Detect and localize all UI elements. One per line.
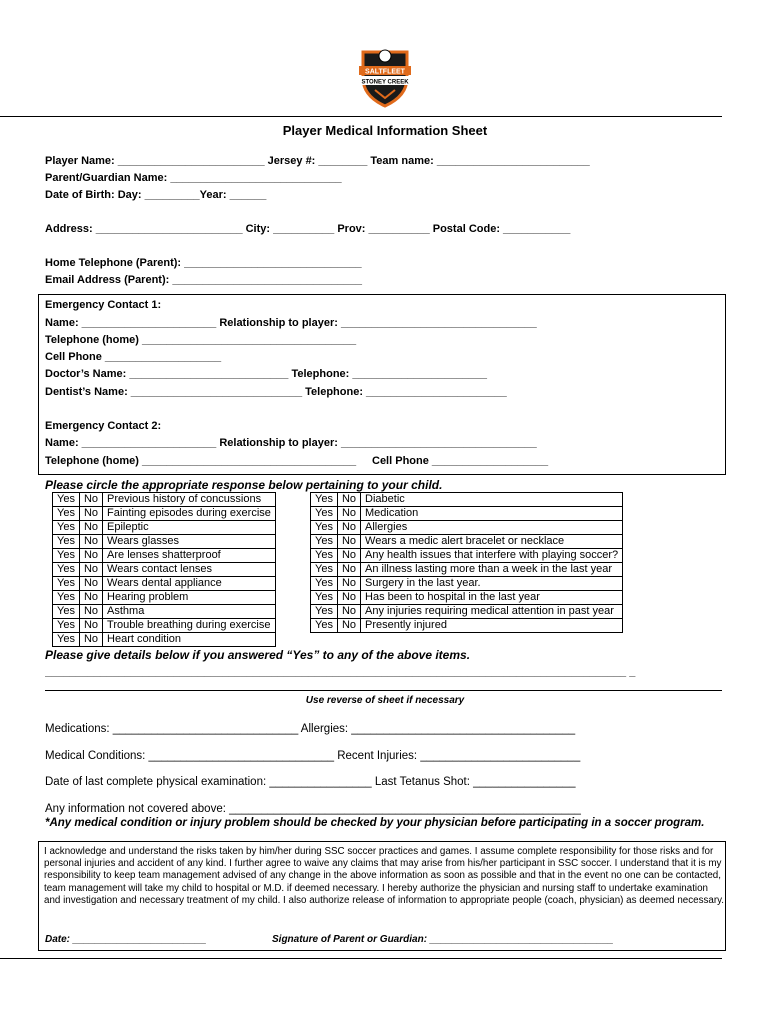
checklist-row (53, 591, 276, 605)
yes-option[interactable]: Yes (53, 619, 80, 633)
no-option[interactable]: No (337, 549, 360, 563)
yes-option[interactable]: Yes (53, 549, 80, 563)
emergency-1-cell-field[interactable]: Cell Phone ___________________ (45, 351, 222, 363)
no-option[interactable]: No (79, 619, 102, 633)
checklist-row (311, 605, 623, 619)
bottom-divider (0, 958, 722, 959)
checklist-row (53, 633, 276, 647)
logo-line2: STONEY CREEK (361, 79, 409, 86)
checklist-row (53, 535, 276, 549)
yes-option[interactable]: Yes (53, 633, 80, 647)
no-option[interactable]: No (337, 605, 360, 619)
yes-option[interactable]: Yes (311, 549, 338, 563)
date-of-birth-field[interactable]: Date of Birth: Day: _________Year: ______ (45, 189, 267, 201)
checklist-item-label: Medication (361, 507, 623, 521)
no-option[interactable]: No (79, 535, 102, 549)
checklist-item-label: Epileptic (103, 521, 276, 535)
no-option[interactable]: No (79, 605, 102, 619)
address-field[interactable]: Address: ________________________ City: __________ Prov: __________ Postal Code: ___________ (45, 223, 571, 235)
checklist-row (53, 577, 276, 591)
checklist-item-label: Wears a medic alert bracelet or necklace (361, 535, 623, 549)
yes-option[interactable]: Yes (53, 507, 80, 521)
no-option[interactable]: No (79, 591, 102, 605)
reverse-note: Use reverse of sheet if necessary (305, 695, 465, 706)
emergency-contact-2-heading: Emergency Contact 2: (45, 420, 162, 432)
checklist-item-label: Surgery in the last year. (361, 577, 623, 591)
checklist-item-label: Are lenses shatterproof (103, 549, 276, 563)
checklist-row (311, 591, 623, 605)
checklist-item-label: An illness lasting more than a week in the last year (361, 563, 623, 577)
yes-option[interactable]: Yes (311, 521, 338, 535)
checklist-row (311, 507, 623, 521)
no-option[interactable]: No (337, 591, 360, 605)
emergency-2-telephone-field[interactable]: Telephone (home) ___________________________________ (45, 455, 357, 467)
checklist-row (53, 619, 276, 633)
checklist-item-label: Any health issues that interfere with playing soccer? (361, 549, 623, 563)
checklist-item-label: Fainting episodes during exercise (103, 507, 276, 521)
page-title: Player Medical Information Sheet (282, 123, 488, 138)
acknowledgement-text: I acknowledge and understand the risks taken by him/her during SSC soccer practices and games. I assume complete responsibility for those risks and for personal injuries and accident of any kind. I further agree to waive any claims that may arise from his/her participant in SSC soccer. I understand that it is my responsibility to keep team management advised of any change in the above information as soon as possible and that in the event no one can be contacted, team management will take my child to hospital or M.D. if deemed necessary. I hereby authorize the physician and nursing staff to undertake examination and investigation and necessary treatment of my child. I also authorize release of information to appropriate people (coach, physician) as deemed necessary. (44, 846, 724, 906)
emergency-1-name-field[interactable]: Name: ______________________ Relationship to player: ________________________________ (45, 317, 537, 329)
dentist-field[interactable]: Dentist’s Name: ____________________________ Telephone: _______________________ (45, 386, 507, 398)
yes-option[interactable]: Yes (53, 521, 80, 535)
no-option[interactable]: No (337, 619, 360, 633)
checklist-row (53, 507, 276, 521)
checklist-item-label: Allergies (361, 521, 623, 535)
checklist-item-label: Presently injured (361, 619, 623, 633)
yes-option[interactable]: Yes (53, 493, 80, 507)
checklist-row (53, 605, 276, 619)
circle-instruction: Please circle the appropriate response below pertaining to your child. (45, 478, 443, 492)
checklist-row (311, 549, 623, 563)
emergency-2-name-field[interactable]: Name: ______________________ Relationship to player: ________________________________ (45, 437, 537, 449)
checklist-row (311, 577, 623, 591)
checklist-row (311, 493, 623, 507)
yes-option[interactable]: Yes (311, 605, 338, 619)
club-logo (353, 44, 417, 108)
medical-conditions-field[interactable]: Medical Conditions: _____________________________ Recent Injuries: _________________________ (45, 750, 581, 762)
checklist-item-label: Hearing problem (103, 591, 276, 605)
parent-signature-field[interactable]: Signature of Parent or Guardian: _________________________________ (272, 934, 614, 945)
yes-option[interactable]: Yes (311, 619, 338, 633)
checklist-item-label: Heart condition (103, 633, 276, 647)
email-field[interactable]: Email Address (Parent): _______________________________ (45, 274, 362, 286)
medications-field[interactable]: Medications: _____________________________ Allergies: ___________________________________ (45, 723, 576, 735)
no-option[interactable]: No (337, 507, 360, 521)
checklist-item-label: Previous history of concussions (103, 493, 276, 507)
no-option[interactable]: No (79, 633, 102, 647)
yes-option[interactable]: Yes (53, 577, 80, 591)
no-option[interactable]: No (337, 521, 360, 535)
checklist-item-label: Wears contact lenses (103, 563, 276, 577)
checklist-row (311, 619, 623, 633)
yes-option[interactable]: Yes (311, 563, 338, 577)
checklist-item-label: Any injuries requiring medical attention in past year (361, 605, 623, 619)
checklist-item-label: Wears dental appliance (103, 577, 276, 591)
checklist-row (53, 521, 276, 535)
physician-warning: *Any medical condition or injury problem should be checked by your physician before participating in a soccer program. (45, 817, 705, 829)
checklist-row (311, 535, 623, 549)
physical-exam-field[interactable]: Date of last complete physical examination: ________________ Last Tetanus Shot: ________________ (45, 776, 576, 788)
yes-option[interactable]: Yes (311, 577, 338, 591)
checklist-row (53, 563, 276, 577)
details-divider (45, 690, 722, 691)
details-line[interactable]: _______________________________________________________________________________________________ _ (45, 666, 636, 678)
other-info-field[interactable]: Any information not covered above: _______________________________________________________ (45, 803, 581, 815)
yes-option[interactable]: Yes (53, 605, 80, 619)
emergency-1-telephone-field[interactable]: Telephone (home) ___________________________________ (45, 334, 357, 346)
yes-option[interactable]: Yes (311, 535, 338, 549)
checklist-item-label: Has been to hospital in the last year (361, 591, 623, 605)
checklist-item-label: Asthma (103, 605, 276, 619)
no-option[interactable]: No (79, 577, 102, 591)
yes-option[interactable]: Yes (311, 493, 338, 507)
home-telephone-field[interactable]: Home Telephone (Parent): _____________________________ (45, 257, 362, 269)
emergency-2-cell-field[interactable]: Cell Phone ___________________ (372, 455, 549, 467)
checklist-right-table (310, 492, 623, 633)
no-option[interactable]: No (79, 521, 102, 535)
no-option[interactable]: No (337, 493, 360, 507)
no-option[interactable]: No (79, 507, 102, 521)
checklist-row (53, 493, 276, 507)
checklist-item-label: Diabetic (361, 493, 623, 507)
yes-option[interactable]: Yes (53, 591, 80, 605)
yes-option[interactable]: Yes (53, 563, 80, 577)
parent-guardian-field[interactable]: Parent/Guardian Name: ____________________________ (45, 172, 342, 184)
doctor-field[interactable]: Doctor’s Name: __________________________ Telephone: ______________________ (45, 368, 487, 380)
emergency-contact-1-heading: Emergency Contact 1: (45, 299, 162, 311)
checklist-item-label: Trouble breathing during exercise (103, 619, 276, 633)
player-info-line[interactable]: Player Name: ________________________ Jersey #: ________ Team name: _________________________ (45, 155, 590, 167)
yes-option[interactable]: Yes (53, 535, 80, 549)
checklist-row (311, 521, 623, 535)
no-option[interactable]: No (79, 563, 102, 577)
no-option[interactable]: No (337, 535, 360, 549)
no-option[interactable]: No (79, 549, 102, 563)
no-option[interactable]: No (337, 577, 360, 591)
top-divider (0, 116, 722, 117)
no-option[interactable]: No (337, 563, 360, 577)
checklist-left-table (52, 492, 276, 647)
checklist-row (53, 549, 276, 563)
yes-option[interactable]: Yes (311, 507, 338, 521)
details-instruction: Please give details below if you answered “Yes” to any of the above items. (45, 648, 471, 662)
no-option[interactable]: No (79, 493, 102, 507)
logo-line1: SALTFLEET (365, 68, 405, 76)
checklist-row (311, 563, 623, 577)
checklist-item-label: Wears glasses (103, 535, 276, 549)
date-signature-field[interactable]: Date: ________________________ (45, 934, 207, 945)
yes-option[interactable]: Yes (311, 591, 338, 605)
